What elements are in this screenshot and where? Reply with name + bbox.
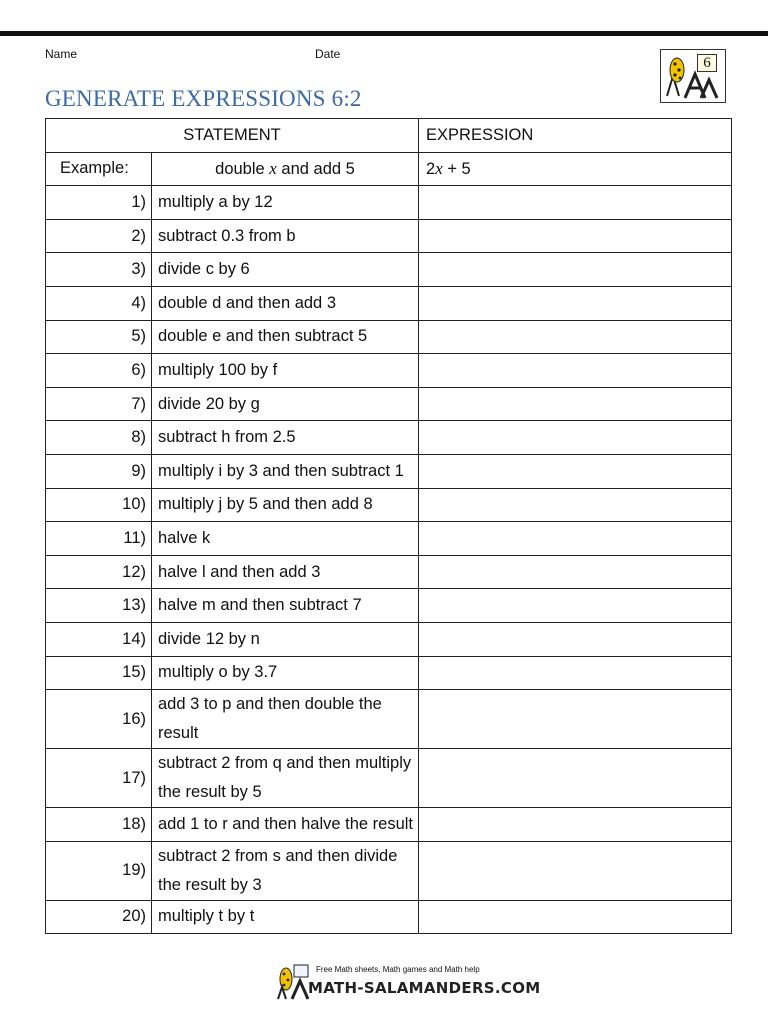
salamander-logo bbox=[660, 49, 726, 103]
answer-cell[interactable] bbox=[419, 219, 732, 253]
example-expression bbox=[419, 152, 732, 186]
question-number: 6) bbox=[46, 354, 152, 388]
question-row bbox=[46, 589, 732, 623]
question-statement: multiply i by 3 and then subtract 1 bbox=[152, 454, 419, 488]
name-label: Name bbox=[45, 47, 78, 61]
answer-cell[interactable] bbox=[419, 253, 732, 287]
question-row bbox=[46, 841, 732, 900]
question-number: 17) bbox=[46, 749, 152, 808]
question-statement: halve m and then subtract 7 bbox=[152, 589, 419, 623]
question-number: 10) bbox=[46, 488, 152, 522]
answer-cell[interactable] bbox=[419, 488, 732, 522]
question-statement: double e and then subtract 5 bbox=[152, 320, 419, 354]
answer-cell[interactable] bbox=[419, 589, 732, 623]
question-number: 4) bbox=[46, 286, 152, 320]
question-number: 20) bbox=[46, 900, 152, 934]
example-label: Example: bbox=[46, 152, 152, 186]
question-row bbox=[46, 690, 732, 749]
question-number: 14) bbox=[46, 622, 152, 656]
question-row bbox=[46, 808, 732, 842]
question-statement: halve l and then add 3 bbox=[152, 555, 419, 589]
question-number: 5) bbox=[46, 320, 152, 354]
example-expression-variable: x bbox=[435, 158, 443, 178]
question-number: 8) bbox=[46, 421, 152, 455]
grade-badge: 6 bbox=[697, 54, 717, 72]
question-row bbox=[46, 900, 732, 934]
question-number: 9) bbox=[46, 454, 152, 488]
example-expression-coef: 2 bbox=[426, 159, 436, 178]
statement-header: STATEMENT bbox=[46, 119, 419, 153]
question-statement: divide 12 by n bbox=[152, 622, 419, 656]
answer-cell[interactable] bbox=[419, 522, 732, 556]
question-row bbox=[46, 421, 732, 455]
question-statement: subtract 2 from q and then multiply the result by 5 bbox=[152, 749, 419, 808]
answer-cell[interactable] bbox=[419, 387, 732, 421]
answer-cell[interactable] bbox=[419, 320, 732, 354]
question-number: 11) bbox=[46, 522, 152, 556]
question-number: 3) bbox=[46, 253, 152, 287]
date-label: Date bbox=[315, 47, 341, 61]
question-row bbox=[46, 749, 732, 808]
answer-cell[interactable] bbox=[419, 808, 732, 842]
question-statement: multiply o by 3.7 bbox=[152, 656, 419, 690]
question-number: 2) bbox=[46, 219, 152, 253]
question-number: 18) bbox=[46, 808, 152, 842]
question-statement: multiply 100 by f bbox=[152, 354, 419, 388]
answer-cell[interactable] bbox=[419, 454, 732, 488]
question-number: 1) bbox=[46, 186, 152, 220]
question-statement: halve k bbox=[152, 522, 419, 556]
answer-cell[interactable] bbox=[419, 900, 732, 934]
question-statement: subtract h from 2.5 bbox=[152, 421, 419, 455]
question-statement: multiply j by 5 and then add 8 bbox=[152, 488, 419, 522]
question-row bbox=[46, 286, 732, 320]
expression-header: EXPRESSION bbox=[419, 119, 732, 153]
top-rule bbox=[0, 31, 768, 36]
question-row bbox=[46, 656, 732, 690]
answer-cell[interactable] bbox=[419, 622, 732, 656]
question-statement: multiply a by 12 bbox=[152, 186, 419, 220]
example-statement-end: and add 5 bbox=[276, 159, 355, 178]
question-row bbox=[46, 488, 732, 522]
page-title: GENERATE EXPRESSIONS 6:2 bbox=[45, 86, 362, 111]
question-statement: subtract 2 from s and then divide the result by 3 bbox=[152, 841, 419, 900]
question-statement: divide c by 6 bbox=[152, 253, 419, 287]
example-variable: x bbox=[269, 158, 277, 178]
answer-cell[interactable] bbox=[419, 555, 732, 589]
answer-cell[interactable] bbox=[419, 690, 732, 749]
answer-cell[interactable] bbox=[419, 656, 732, 690]
question-row bbox=[46, 522, 732, 556]
question-number: 12) bbox=[46, 555, 152, 589]
question-number: 16) bbox=[46, 690, 152, 749]
example-row bbox=[46, 152, 732, 186]
footer-brand: MATH-SALAMANDERS.COM bbox=[308, 979, 541, 997]
question-row bbox=[46, 454, 732, 488]
question-number: 15) bbox=[46, 656, 152, 690]
question-row bbox=[46, 622, 732, 656]
question-row bbox=[46, 354, 732, 388]
answer-cell[interactable] bbox=[419, 354, 732, 388]
example-statement-start: double bbox=[215, 159, 270, 178]
question-row bbox=[46, 555, 732, 589]
example-statement bbox=[152, 152, 419, 186]
question-statement: add 3 to p and then double the result bbox=[152, 690, 419, 749]
question-row bbox=[46, 219, 732, 253]
footer-salamander-icon bbox=[272, 963, 312, 1001]
answer-cell[interactable] bbox=[419, 286, 732, 320]
expressions-table bbox=[45, 118, 732, 934]
question-row bbox=[46, 186, 732, 220]
header-row bbox=[46, 119, 732, 153]
question-statement: double d and then add 3 bbox=[152, 286, 419, 320]
question-row bbox=[46, 320, 732, 354]
footer-logo bbox=[272, 963, 541, 1001]
footer-tagline: Free Math sheets, Math games and Math help bbox=[316, 965, 480, 974]
answer-cell[interactable] bbox=[419, 749, 732, 808]
question-statement: divide 20 by g bbox=[152, 387, 419, 421]
question-row bbox=[46, 253, 732, 287]
answer-cell[interactable] bbox=[419, 841, 732, 900]
question-number: 19) bbox=[46, 841, 152, 900]
answer-cell[interactable] bbox=[419, 421, 732, 455]
example-expression-rest: + 5 bbox=[442, 159, 471, 178]
question-statement: multiply t by t bbox=[152, 900, 419, 934]
question-row bbox=[46, 387, 732, 421]
question-statement: add 1 to r and then halve the result bbox=[152, 808, 419, 842]
question-statement: subtract 0.3 from b bbox=[152, 219, 419, 253]
question-number: 13) bbox=[46, 589, 152, 623]
answer-cell[interactable] bbox=[419, 186, 732, 220]
question-number: 7) bbox=[46, 387, 152, 421]
